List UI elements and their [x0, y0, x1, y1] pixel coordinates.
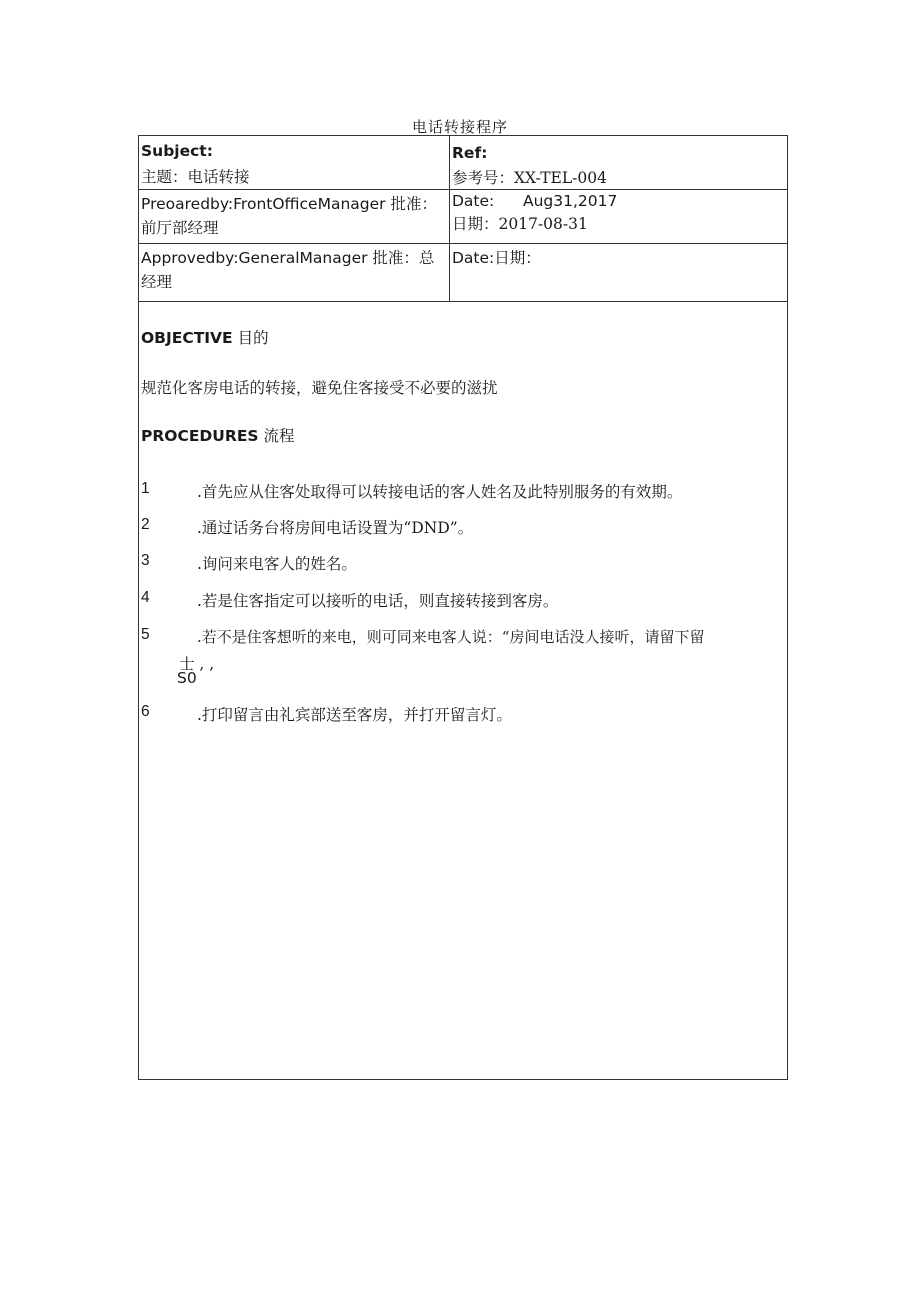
step5-continuation: 士 , ,	[179, 655, 215, 673]
date-cn: 日期：2017-08-31	[452, 215, 588, 233]
row-divider	[139, 301, 787, 302]
prepared-by: Preoaredby:FrontOfficeManager 批准：	[141, 195, 437, 213]
objective-heading: OBJECTIVE 目的	[141, 329, 269, 347]
subject-value: 主题：电话转接	[141, 168, 250, 186]
date-label: Date:	[452, 192, 495, 210]
approval-date: Date:日期：	[452, 249, 541, 267]
step5-continuation-2: S0	[177, 669, 197, 687]
approved-by-cn: 经理	[141, 273, 173, 291]
subject-label: Subject:	[141, 142, 213, 160]
objective-text: 规范化客房电话的转接，避免住客接受不必要的滋扰	[141, 379, 498, 397]
ref-label: Ref:	[452, 144, 488, 162]
ref-value: 参考号：XX-TEL-004	[452, 169, 607, 187]
document-title: 电话转接程序	[411, 118, 508, 136]
approved-by: Approvedby:GeneralManager 批准：总	[141, 249, 435, 267]
date-value: Aug31,2017	[523, 192, 618, 210]
row-divider	[139, 243, 787, 244]
procedure-form: Subject: 主题：电话转接 Ref: 参考号：XX-TEL-004 Preoaredby:FrontOfficeManager 批准： 前厅部经理 Date: Aug31,2017 日期：2017-08-31 Approvedby:GeneralManager 批准：总 经理 Date:日期： OBJECTIVE 目的 规范化客房电话的转接，避免住客接受不必要的滋扰 PROCEDURES 流程 1 .首先应从住客处取得可以转接电话的客人姓名及此特别服务的有效期。 2 .通过话务台将房间电话设置为“DND”。 3 .询问来电客人的姓名。 4 .若是住客指定可以接听的电话，则直接转接到客房。 5 .若不是住客想听的来电，则可同来电客人说：“房间电话没人接听，请留下留 士 , , S0 6 .打印留言由礼宾部送至客房，并打开留言灯。	[138, 135, 788, 1080]
column-divider	[449, 136, 450, 301]
procedures-heading: PROCEDURES 流程	[141, 427, 295, 445]
prepared-by-cn: 前厅部经理	[141, 219, 219, 237]
